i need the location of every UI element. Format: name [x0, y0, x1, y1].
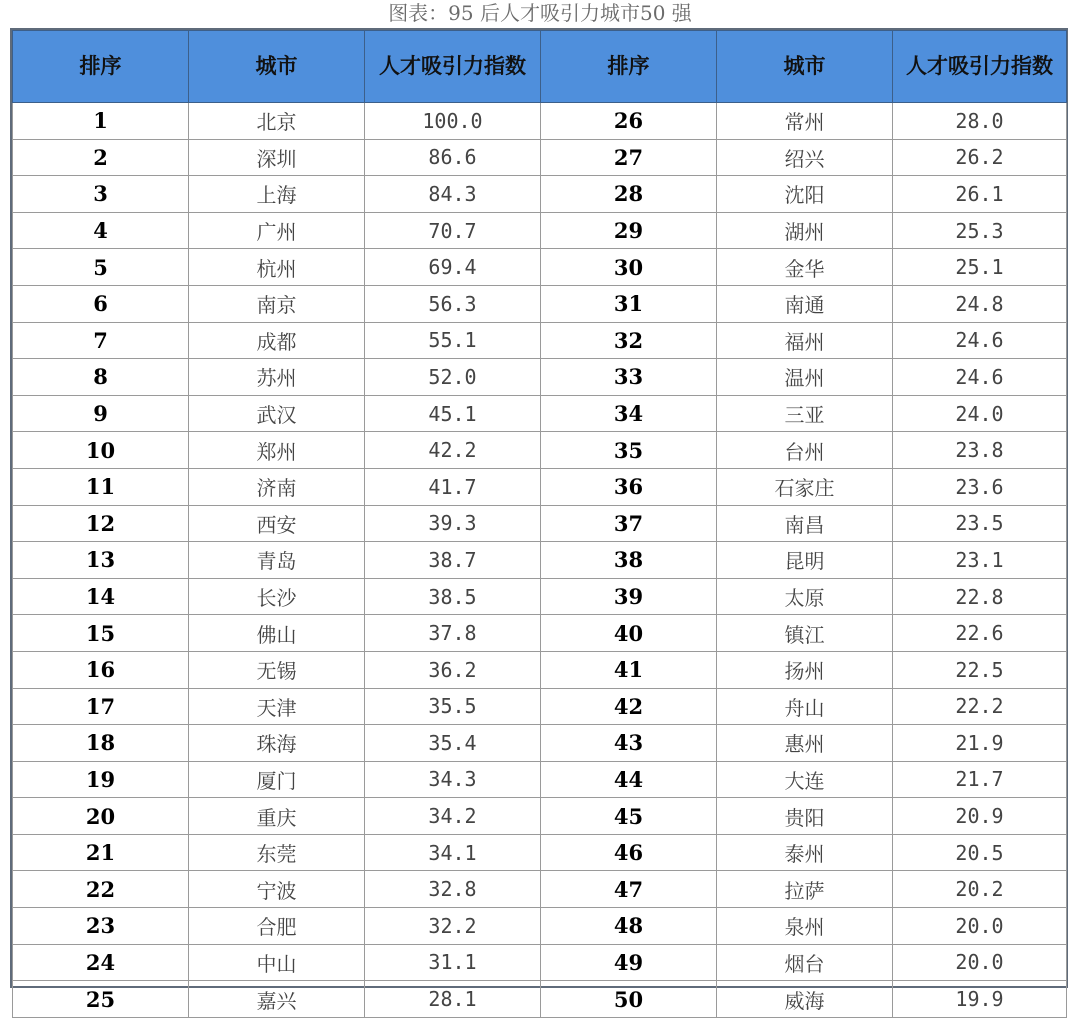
cell-city-right: 大连	[717, 761, 893, 798]
table-row	[13, 249, 1067, 286]
table-row	[13, 908, 1067, 945]
cell-score-right: 26.2	[893, 139, 1067, 176]
cell-score-left: 52.0	[365, 359, 541, 396]
cell-score-right: 23.1	[893, 542, 1067, 579]
table-row	[13, 103, 1067, 140]
cell-rank-right: 44	[541, 761, 717, 798]
cell-score-right: 25.1	[893, 249, 1067, 286]
table-row	[13, 139, 1067, 176]
cell-city-right: 镇江	[717, 615, 893, 652]
cell-score-left: 42.2	[365, 432, 541, 469]
cell-rank-left: 21	[13, 834, 189, 871]
table-row	[13, 359, 1067, 396]
cell-score-right: 24.6	[893, 359, 1067, 396]
cell-city-right: 绍兴	[717, 139, 893, 176]
table-row	[13, 834, 1067, 871]
cell-score-left: 35.5	[365, 688, 541, 725]
cell-score-right: 19.9	[893, 981, 1067, 1018]
table-row	[13, 981, 1067, 1018]
cell-city-left: 重庆	[189, 798, 365, 835]
table-row	[13, 176, 1067, 213]
cell-rank-left: 3	[13, 176, 189, 213]
cell-rank-right: 42	[541, 688, 717, 725]
cell-city-right: 贵阳	[717, 798, 893, 835]
table-row	[13, 725, 1067, 762]
cell-score-left: 37.8	[365, 615, 541, 652]
cell-city-left: 北京	[189, 103, 365, 140]
header-city-left: 城市	[189, 31, 365, 103]
cell-score-right: 28.0	[893, 103, 1067, 140]
cell-rank-left: 15	[13, 615, 189, 652]
cell-rank-right: 32	[541, 322, 717, 359]
cell-city-right: 金华	[717, 249, 893, 286]
cell-rank-left: 9	[13, 395, 189, 432]
cell-city-right: 台州	[717, 432, 893, 469]
cell-score-left: 55.1	[365, 322, 541, 359]
cell-city-right: 福州	[717, 322, 893, 359]
cell-score-right: 22.6	[893, 615, 1067, 652]
cell-score-right: 22.5	[893, 651, 1067, 688]
cell-city-left: 佛山	[189, 615, 365, 652]
cell-score-left: 35.4	[365, 725, 541, 762]
cell-score-right: 24.0	[893, 395, 1067, 432]
cell-score-right: 23.6	[893, 468, 1067, 505]
cell-score-right: 24.8	[893, 285, 1067, 322]
cell-rank-left: 4	[13, 212, 189, 249]
cell-city-left: 苏州	[189, 359, 365, 396]
cell-city-right: 沈阳	[717, 176, 893, 213]
cell-score-left: 69.4	[365, 249, 541, 286]
cell-rank-right: 33	[541, 359, 717, 396]
cell-rank-left: 13	[13, 542, 189, 579]
cell-score-left: 38.7	[365, 542, 541, 579]
cell-score-left: 56.3	[365, 285, 541, 322]
table-row	[13, 944, 1067, 981]
cell-rank-right: 35	[541, 432, 717, 469]
cell-rank-right: 37	[541, 505, 717, 542]
cell-rank-right: 41	[541, 651, 717, 688]
table-row	[13, 542, 1067, 579]
table-row	[13, 468, 1067, 505]
cell-rank-left: 22	[13, 871, 189, 908]
cell-rank-right: 50	[541, 981, 717, 1018]
cell-rank-left: 1	[13, 103, 189, 140]
cell-city-left: 中山	[189, 944, 365, 981]
cell-city-left: 厦门	[189, 761, 365, 798]
cell-city-left: 嘉兴	[189, 981, 365, 1018]
cell-score-left: 32.2	[365, 908, 541, 945]
cell-rank-right: 26	[541, 103, 717, 140]
cell-city-left: 广州	[189, 212, 365, 249]
cell-score-right: 20.2	[893, 871, 1067, 908]
header-score-left: 人才吸引力指数	[365, 31, 541, 103]
table-row	[13, 871, 1067, 908]
table-caption: 图表：95 后人才吸引力城市50 强	[388, 1, 692, 25]
table-row	[13, 505, 1067, 542]
cell-city-left: 青岛	[189, 542, 365, 579]
table-row	[13, 432, 1067, 469]
cell-rank-left: 11	[13, 468, 189, 505]
table-body	[13, 103, 1067, 1018]
cell-city-left: 西安	[189, 505, 365, 542]
cell-score-right: 26.1	[893, 176, 1067, 213]
cell-city-right: 湖州	[717, 212, 893, 249]
cell-score-left: 38.5	[365, 578, 541, 615]
cell-city-left: 武汉	[189, 395, 365, 432]
cell-score-left: 84.3	[365, 176, 541, 213]
table-row	[13, 761, 1067, 798]
cell-rank-left: 5	[13, 249, 189, 286]
cell-rank-left: 2	[13, 139, 189, 176]
cell-score-right: 20.0	[893, 944, 1067, 981]
cell-rank-left: 7	[13, 322, 189, 359]
cell-city-right: 泰州	[717, 834, 893, 871]
cell-score-left: 41.7	[365, 468, 541, 505]
cell-city-right: 昆明	[717, 542, 893, 579]
cell-rank-left: 17	[13, 688, 189, 725]
cell-score-left: 36.2	[365, 651, 541, 688]
cell-rank-left: 8	[13, 359, 189, 396]
cell-city-left: 济南	[189, 468, 365, 505]
cell-city-right: 舟山	[717, 688, 893, 725]
cell-rank-left: 12	[13, 505, 189, 542]
cell-score-left: 32.8	[365, 871, 541, 908]
ranking-table-frame	[10, 28, 1068, 1013]
cell-city-left: 无锡	[189, 651, 365, 688]
cell-score-right: 23.8	[893, 432, 1067, 469]
cell-score-right: 22.8	[893, 578, 1067, 615]
cell-city-left: 郑州	[189, 432, 365, 469]
cell-score-left: 45.1	[365, 395, 541, 432]
cell-city-left: 南京	[189, 285, 365, 322]
cell-city-left: 成都	[189, 322, 365, 359]
header-city-right: 城市	[717, 31, 893, 103]
header-rank-left: 排序	[13, 31, 189, 103]
cell-rank-right: 47	[541, 871, 717, 908]
cell-city-right: 惠州	[717, 725, 893, 762]
cell-rank-right: 27	[541, 139, 717, 176]
cell-rank-left: 10	[13, 432, 189, 469]
table-row	[13, 322, 1067, 359]
cell-rank-left: 23	[13, 908, 189, 945]
table-row	[13, 578, 1067, 615]
cell-score-left: 100.0	[365, 103, 541, 140]
cell-score-right: 24.6	[893, 322, 1067, 359]
table-row	[13, 285, 1067, 322]
table-row	[13, 395, 1067, 432]
cell-city-right: 石家庄	[717, 468, 893, 505]
cell-city-right: 三亚	[717, 395, 893, 432]
table-row	[13, 212, 1067, 249]
cell-city-right: 太原	[717, 578, 893, 615]
cell-rank-left: 6	[13, 285, 189, 322]
cell-rank-right: 30	[541, 249, 717, 286]
cell-score-left: 34.1	[365, 834, 541, 871]
cell-score-left: 39.3	[365, 505, 541, 542]
cell-rank-left: 24	[13, 944, 189, 981]
cell-score-left: 86.6	[365, 139, 541, 176]
ranking-table	[12, 30, 1067, 1018]
cell-city-right: 南昌	[717, 505, 893, 542]
cell-city-right: 威海	[717, 981, 893, 1018]
cell-rank-right: 34	[541, 395, 717, 432]
cell-score-right: 20.0	[893, 908, 1067, 945]
cell-city-right: 拉萨	[717, 871, 893, 908]
cell-score-left: 34.2	[365, 798, 541, 835]
cell-city-left: 杭州	[189, 249, 365, 286]
cell-rank-right: 31	[541, 285, 717, 322]
cell-rank-right: 49	[541, 944, 717, 981]
table-row	[13, 651, 1067, 688]
cell-score-left: 34.3	[365, 761, 541, 798]
cell-score-right: 25.3	[893, 212, 1067, 249]
cell-city-right: 烟台	[717, 944, 893, 981]
cell-rank-right: 46	[541, 834, 717, 871]
cell-city-right: 常州	[717, 103, 893, 140]
header-score-right: 人才吸引力指数	[893, 31, 1067, 103]
cell-rank-right: 28	[541, 176, 717, 213]
cell-rank-right: 43	[541, 725, 717, 762]
table-header-row	[13, 31, 1067, 103]
cell-score-left: 70.7	[365, 212, 541, 249]
cell-score-right: 20.5	[893, 834, 1067, 871]
cell-rank-right: 39	[541, 578, 717, 615]
cell-city-right: 扬州	[717, 651, 893, 688]
cell-rank-right: 38	[541, 542, 717, 579]
cell-city-left: 合肥	[189, 908, 365, 945]
cell-rank-left: 20	[13, 798, 189, 835]
cell-score-left: 28.1	[365, 981, 541, 1018]
table-row	[13, 615, 1067, 652]
cell-city-left: 长沙	[189, 578, 365, 615]
cell-score-right: 21.9	[893, 725, 1067, 762]
cell-rank-right: 29	[541, 212, 717, 249]
table-row	[13, 688, 1067, 725]
cell-rank-left: 18	[13, 725, 189, 762]
cell-rank-right: 40	[541, 615, 717, 652]
cell-rank-right: 48	[541, 908, 717, 945]
cell-city-left: 东莞	[189, 834, 365, 871]
cell-rank-right: 36	[541, 468, 717, 505]
cell-city-right: 泉州	[717, 908, 893, 945]
cell-score-left: 31.1	[365, 944, 541, 981]
cell-score-right: 21.7	[893, 761, 1067, 798]
table-row	[13, 798, 1067, 835]
cell-city-right: 温州	[717, 359, 893, 396]
cell-score-right: 22.2	[893, 688, 1067, 725]
cell-score-right: 20.9	[893, 798, 1067, 835]
cell-rank-left: 14	[13, 578, 189, 615]
cell-city-left: 天津	[189, 688, 365, 725]
cell-city-left: 宁波	[189, 871, 365, 908]
cell-city-left: 深圳	[189, 139, 365, 176]
cell-score-right: 23.5	[893, 505, 1067, 542]
cell-rank-left: 25	[13, 981, 189, 1018]
header-rank-right: 排序	[541, 31, 717, 103]
cell-city-right: 南通	[717, 285, 893, 322]
cell-city-left: 上海	[189, 176, 365, 213]
cell-rank-right: 45	[541, 798, 717, 835]
cell-city-left: 珠海	[189, 725, 365, 762]
cell-rank-left: 19	[13, 761, 189, 798]
cell-rank-left: 16	[13, 651, 189, 688]
